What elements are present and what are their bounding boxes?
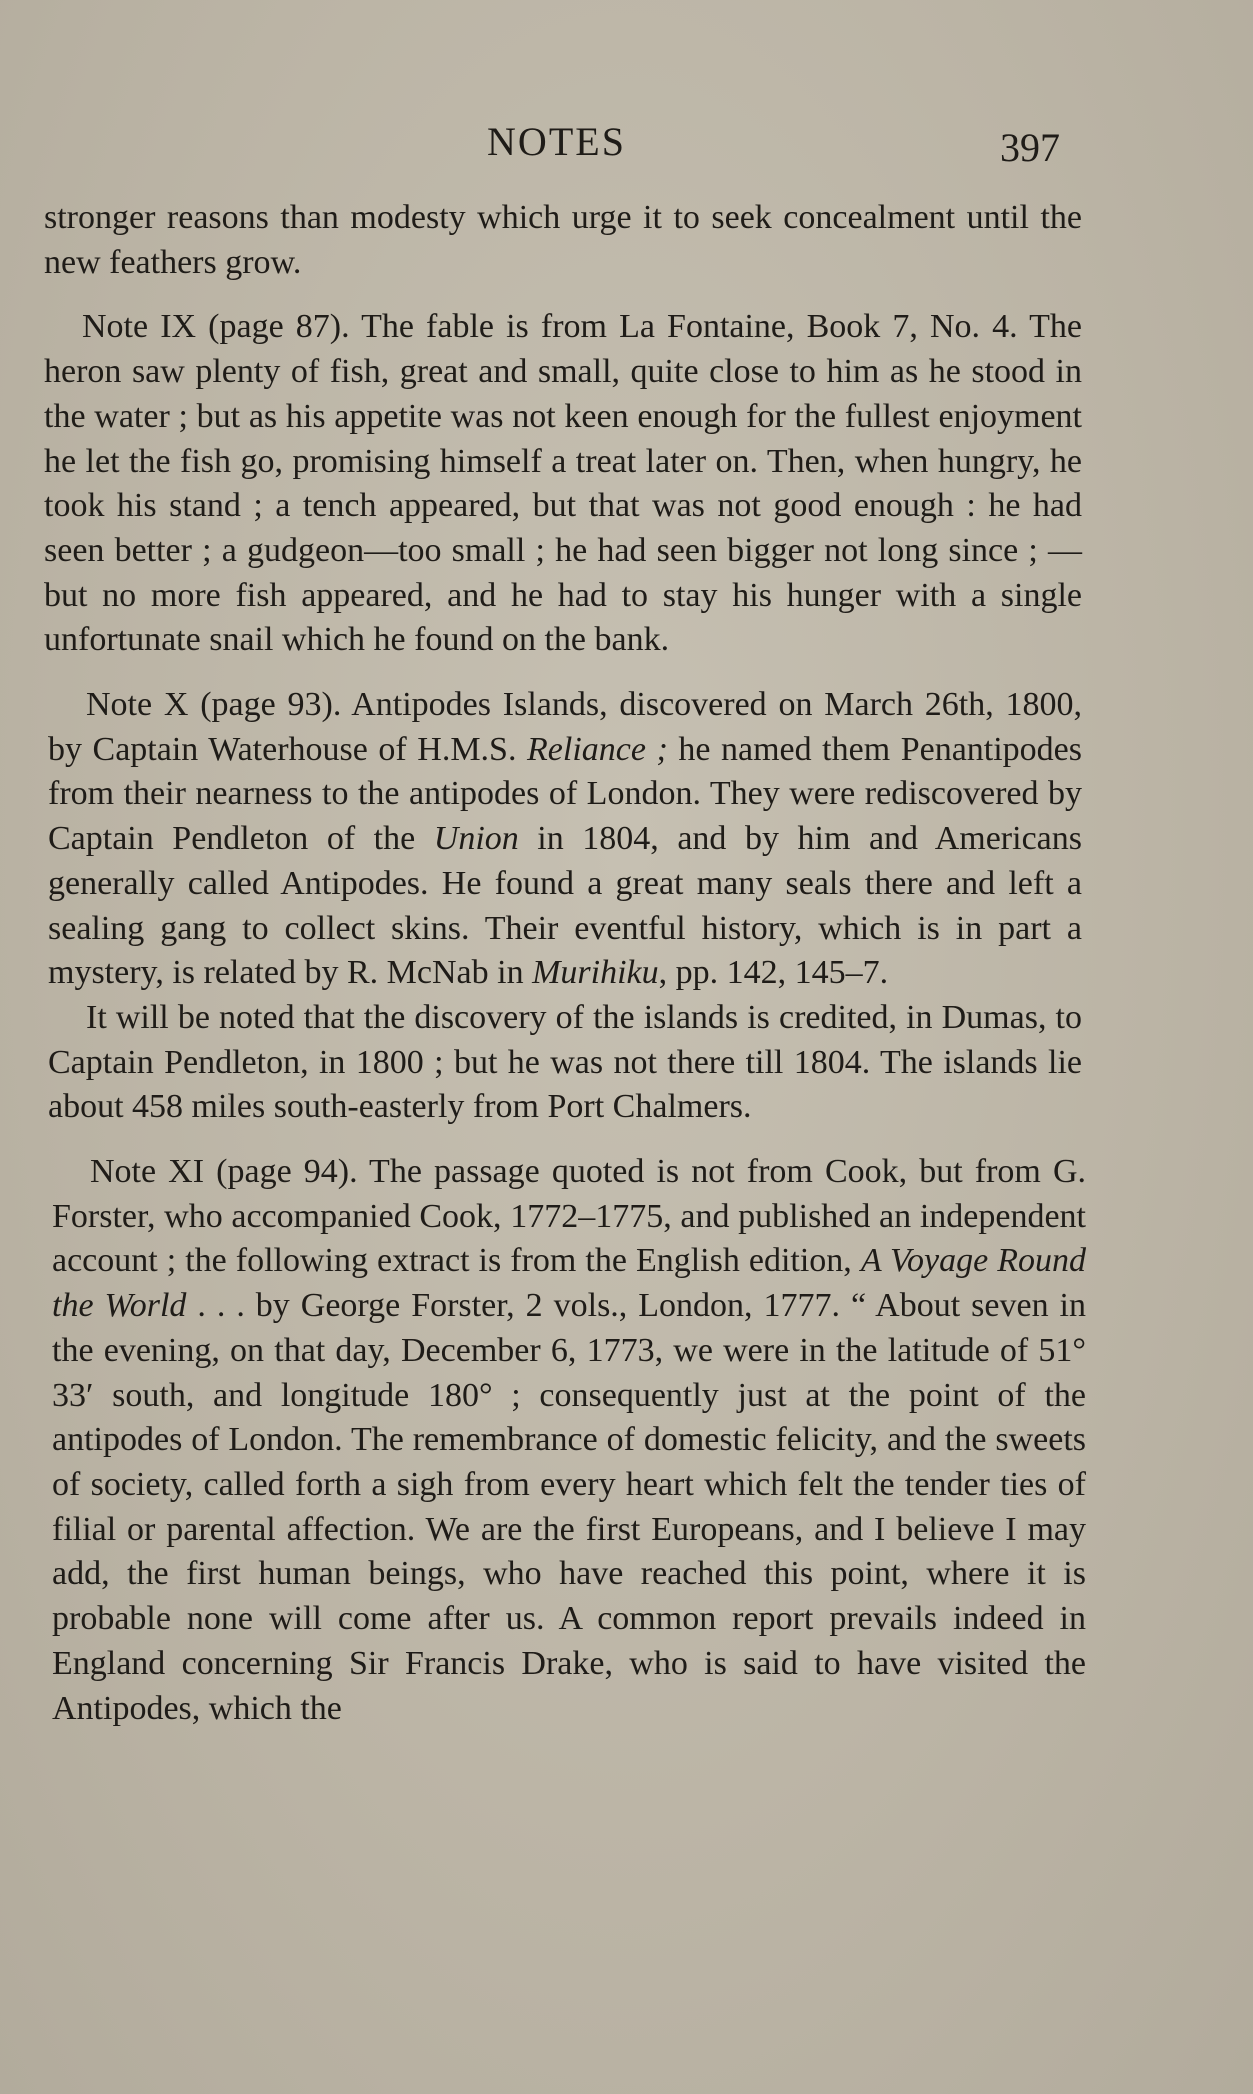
paragraph-continuation [44,196,1082,285]
italic-text: Murihiku [532,954,659,992]
italic-text: Union [433,820,519,858]
text-run: Note X (page 93). Antipodes Islands, discovered on March 26th, 1800, by Captain Waterhouse of H.M.S. [48,686,1082,768]
text-run: stronger reasons than modesty which urge it to seek concealment until the new feathers grow. [44,199,1082,281]
text-run: Note IX (page 87). The fable is from La Fontaine, Book 7, No. 4. The heron saw plenty of fish, great and small, quite close to him as he stood in the water ; but as his appetite was not keen enough for the fullest enjoyment he let the fish go, promising himself a treat later on. Then, when hungry, he took his stand ; a tench appeared, but that was not good enough : he had seen better ; a gudgeon—too small ; he had seen bigger not long since ; —but no more fish appeared, and he had to stay his hunger with a single unfortunate snail which he found on the bank. [44,308,1082,659]
text-run: . . . by George Forster, 2 vols., London, 1777. “ About seven in the evening, on that day, December 6, 1773, we were in the latitude of 51° 33′ south, and longitude 180° ; consequently just at the point of the antipodes of London. The remembrance of domestic felicity, and the sweets of society, called forth a sigh from every heart which felt the tender ties of filial or parental affection. We are the first Europeans, and I believe I may add, the first human beings, who have reached this point, where it is probable none will come after us. A common report prevails indeed in England concerning Sir Francis Drake, who is said to have visited the Antipodes, which the [52,1287,1086,1727]
note-x-paragraph [44,683,1082,996]
page-number: 397 [1000,125,1060,170]
text-run: in 1804, and by him and Americans generally called Antipodes. He found a great many seals there and left a sealing gang to collect skins. Their eventful history, which is in part a mystery, is related by R. McNab in [48,820,1082,992]
note-x-second-paragraph [44,996,1082,1130]
body-text [44,196,1086,1731]
note-ix-paragraph [44,305,1082,663]
text-run: , pp. 142, 145–7. [658,954,889,992]
italic-text: Reliance ; [527,730,668,768]
running-title: NOTES [487,119,626,164]
text-run: It will be noted that the discovery of the islands is credited, in Dumas, to Captain Pendleton, in 1800 ; but he was not there till 1804. The islands lie about 458 miles south-easterly from Port Chalmers. [48,998,1082,1126]
text-run: he named them Penantipodes from their nearness to the antipodes of London. They were rediscovered by Captain Pendleton of the [48,730,1083,858]
running-head [0,118,1253,168]
text-run: Note XI (page 94). The passage quoted is not from Cook, but from G. Forster, who accompanied Cook, 1772–1775, and published an independent account ; the following extract is from the English edition, [52,1153,1086,1280]
italic-text: A Voyage Round the World [52,1242,1086,1325]
note-xi-paragraph [44,1150,1086,1731]
